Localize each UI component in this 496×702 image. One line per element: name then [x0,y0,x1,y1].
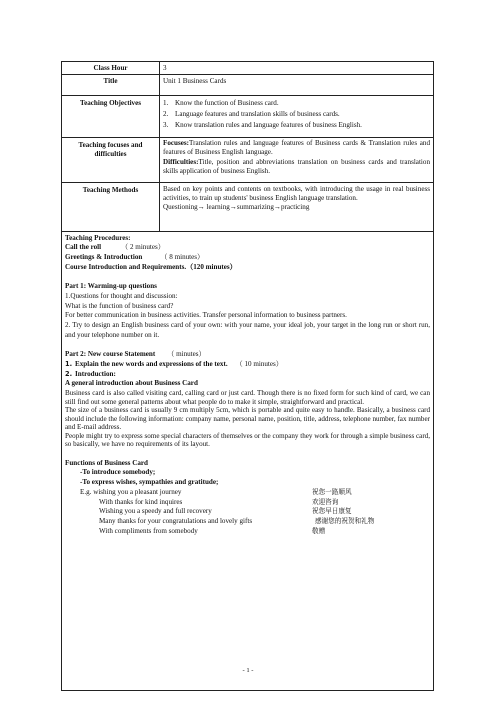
part2-item-1: 1. Explain the new words and expressions of the text. （ 10 minutes） [65,359,283,368]
focuses-row [62,137,434,183]
part1-heading: Part 1: Warming-up questions [65,282,157,291]
call-roll-line: Call the roll （ 2 minutes） [65,243,165,252]
teaching-procedures [61,232,434,691]
focuses-cell [160,137,434,183]
intro-paragraph-1: Business card is also called visiting card, calling card or just card. Though there is no fixed form for such kind of card, we can still find out some general patterns about what people do to make it simple, straightforward and practical. [65,388,430,406]
methods-text: Based on key points and contents on textbooks, with introducing the usage in real business activities, to train up students' business English language translation. [163,184,430,202]
functions-heading: Functions of Business Card [65,458,148,467]
focuses-label: Teaching focuses and difficulties [62,137,160,183]
part1-questions-heading: 1.Questions for thought and discussion: [65,291,178,300]
function-1: -To introduce somebody; [80,468,156,477]
part1-answer-1: For better communication in business activities. Transfer personal information to business partners. [65,311,347,320]
objective-item: 3. Know translation rules and language features of business English. [163,121,362,130]
greetings-line: Greetings & Introduction （ 8 minutes） [65,253,205,262]
methods-cell [160,183,434,232]
class-hour-value: 3 [160,62,434,75]
objectives-cell [160,96,434,138]
methods-label: Teaching Methods [62,183,160,232]
objective-item: 1. Know the function of Business card. [163,98,279,107]
objective-item: 2. Language features and translation skills of business cards. [163,109,340,118]
methods-row [62,183,434,232]
example-row: E.g. wishing you a pleasant journey 祝您一路顺风 [80,487,352,496]
document-page [61,61,434,691]
methods-flow: Questioning→ learning→summarizing→practicing [163,203,310,212]
objectives-list [163,99,430,131]
page-number: - 1 - [242,667,254,674]
example-row: With compliments from somebody 敬赠 [99,526,326,535]
difficulties-text: Difficulties:Title, position and abbreviations translation on business cards and translation skills application of business English. [163,157,430,175]
example-row: Wishing you a speedy and full recovery 祝您早日康复 [99,507,352,516]
part1-question-1: What is the function of business card? [65,301,174,310]
title-label: Title [62,75,160,96]
part1-question-2: 2. Try to design an English business card of your own: with your name, your ideal job, your target in the long run or short run, and your telephone number on it. [65,321,430,339]
part2-heading-line: Part 2: New course Statement （ minutes） [65,350,206,359]
class-hour-label: Class Hour [62,62,160,75]
function-2: -To express wishes, sympathies and gratitude; [80,478,219,487]
title-value: Unit 1 Business Cards [160,75,434,96]
part2-item-2: 2. Introduction: [65,369,116,378]
intro-heading: A general introduction about Business Card [65,379,198,388]
intro-paragraph-2: The size of a business card is usually 9 cm multiply 5cm, which is portable and quite easy to handle. Basically, a business card should include the following information: company name, personal name, position, title, address, telephone number, fax number and E-mail address. [65,406,430,432]
objectives-label: Teaching Objectives [62,96,160,138]
example-row: Many thanks for your congratulations and lovely gifts 感谢您的祝贺和礼物 [99,516,375,525]
class-hour-row [62,62,434,75]
focuses-text: Focuses:Translation rules and language features of Business cards & Translation rules and features of Business English language. [163,139,430,157]
course-intro-line: Course Introduction and Requirements.（120 minutes） [65,262,237,271]
title-row [62,75,434,96]
lesson-info-table [61,61,434,232]
procedures-heading: Teaching Procedures: [65,233,131,242]
example-row: With thanks for kind inquires 欢迎咨询 [99,497,339,506]
intro-paragraph-3: People might try to express some special characters of themselves or the company they work for through a simple business card, so basically, we have no requirements of its layout. [65,431,430,449]
objectives-row [62,96,434,138]
